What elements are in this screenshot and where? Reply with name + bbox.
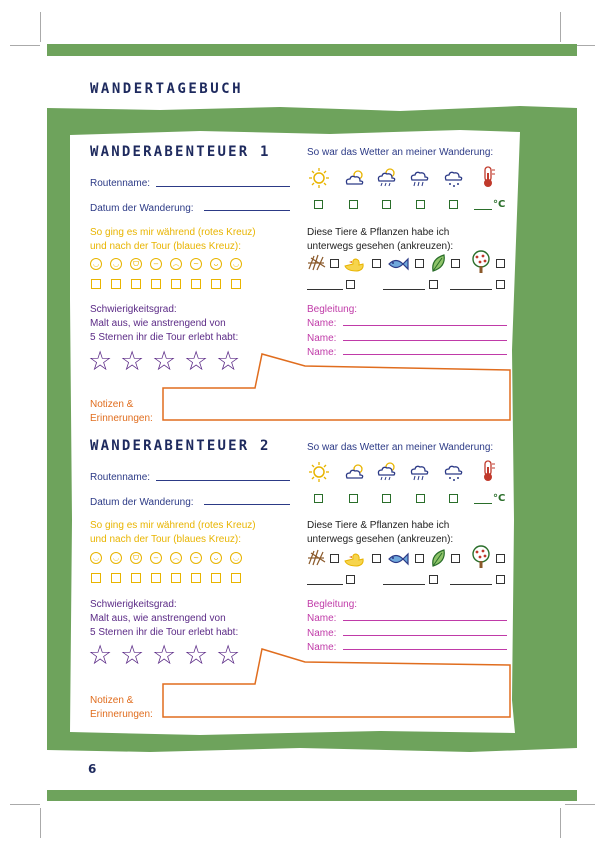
star-icon[interactable]: ☆ — [216, 640, 241, 671]
leaf-icon — [429, 548, 449, 568]
star-icon[interactable]: ☆ — [120, 640, 145, 671]
notes-label-2: Erinnerungen: — [90, 413, 153, 424]
star-icon[interactable]: ☆ — [152, 346, 177, 377]
grin-face-icon: ᗜ — [130, 258, 142, 270]
nature-checkbox[interactable] — [429, 575, 438, 584]
company-label: Begleitung: — [307, 599, 358, 610]
worried-face-icon: ~ — [190, 258, 202, 270]
route-name-label: Routenname: — [90, 472, 151, 483]
mood-text-2: und nach der Tour (blaues Kreuz): — [90, 534, 242, 545]
worried-face-icon: ~ — [190, 552, 202, 564]
tree-icon — [469, 545, 493, 569]
route-name-label: Routenname: — [90, 178, 151, 189]
company-label: Begleitung: — [307, 304, 358, 315]
animals-text-1: Diese Tiere & Pflanzen habe ich — [307, 227, 450, 238]
neutral-face-icon: − — [150, 552, 162, 564]
company-name-label: Name: — [307, 333, 337, 344]
company-name-label: Name: — [307, 642, 337, 653]
weather-label: So war das Wetter an meiner Wanderung: — [307, 147, 494, 158]
animals-text-2: unterwegs gesehen (ankreuzen): — [307, 241, 454, 252]
star-icon[interactable]: ☆ — [88, 346, 113, 377]
nature-checkbox[interactable] — [451, 554, 460, 563]
sad-face-icon: ︵ — [170, 552, 182, 564]
animals-text-2: unterwegs gesehen (ankreuzen): — [307, 534, 454, 545]
page-title: WANDERTAGEBUCH — [90, 81, 244, 97]
temperature-field[interactable] — [474, 503, 492, 504]
star-icon[interactable]: ☆ — [216, 346, 241, 377]
wink-face-icon: ◡ — [230, 258, 242, 270]
difficulty-text-2: 5 Sternen ihr die Tour erlebt habt: — [90, 332, 239, 343]
nature-checkbox[interactable] — [330, 554, 339, 563]
mood-text-1: So ging es mir während (rotes Kreuz) — [90, 227, 256, 238]
tired-face-icon: ᴗ — [210, 552, 222, 564]
weather-checkbox[interactable] — [314, 494, 323, 503]
cloud-sun-icon — [343, 461, 367, 483]
neutral-face-icon: − — [150, 258, 162, 270]
company-name-field[interactable] — [343, 635, 507, 636]
rain-cloud-icon — [408, 461, 432, 483]
section-title: WANDERABENTEUER 2 — [90, 438, 271, 454]
nature-checkbox[interactable] — [496, 575, 505, 584]
weather-label: So war das Wetter an meiner Wanderung: — [307, 442, 494, 453]
difficulty-heading: Schwierigkeitsgrad: — [90, 599, 177, 610]
nature-checkbox[interactable] — [372, 554, 381, 563]
star-icon[interactable]: ☆ — [88, 640, 113, 671]
company-name-field[interactable] — [343, 649, 507, 650]
smile-face-icon: ◡ — [110, 552, 122, 564]
difficulty-text-1: Malt aus, wie anstrengend von — [90, 318, 226, 329]
date-label: Datum der Wanderung: — [90, 203, 194, 214]
star-icon[interactable]: ☆ — [184, 346, 209, 377]
snow-cloud-icon — [442, 461, 466, 483]
difficulty-text-1: Malt aus, wie anstrengend von — [90, 613, 226, 624]
temperature-unit: °C — [493, 493, 506, 504]
page-number: 6 — [88, 762, 97, 776]
thermometer-icon — [476, 460, 500, 482]
notes-label-1: Notizen & — [90, 695, 134, 706]
difficulty-text-2: 5 Sternen ihr die Tour erlebt habt: — [90, 627, 239, 638]
company-name-field[interactable] — [343, 620, 507, 621]
weather-checkbox[interactable] — [449, 494, 458, 503]
notes-label-1: Notizen & — [90, 399, 134, 410]
sun-icon — [307, 461, 331, 483]
grin-face-icon: ᗜ — [130, 552, 142, 564]
company-name-label: Name: — [307, 347, 337, 358]
weather-checkbox[interactable] — [416, 494, 425, 503]
sad-face-icon: ︵ — [170, 258, 182, 270]
extra-nature-field[interactable] — [307, 584, 343, 585]
company-name-label: Name: — [307, 318, 337, 329]
wink-face-icon: ◡ — [230, 552, 242, 564]
company-name-label: Name: — [307, 628, 337, 639]
happy-face-icon: ◡ — [90, 552, 102, 564]
nature-checkbox[interactable] — [415, 554, 424, 563]
duck-icon — [343, 550, 367, 568]
fish-icon — [386, 551, 410, 567]
nature-checkbox[interactable] — [496, 554, 505, 563]
extra-nature-field[interactable] — [383, 584, 425, 585]
star-icon[interactable]: ☆ — [184, 640, 209, 671]
section-title: WANDERABENTEUER 1 — [90, 144, 271, 160]
date-label: Datum der Wanderung: — [90, 497, 194, 508]
notes-label-2: Erinnerungen: — [90, 709, 153, 720]
animals-text-1: Diese Tiere & Pflanzen habe ich — [307, 520, 450, 531]
weather-checkbox[interactable] — [382, 494, 391, 503]
sun-rain-icon — [375, 461, 399, 483]
smile-face-icon: ◡ — [110, 258, 122, 270]
mood-text-1: So ging es mir während (rotes Kreuz) — [90, 520, 256, 531]
happy-face-icon: ◡ — [90, 258, 102, 270]
company-name-label: Name: — [307, 613, 337, 624]
hedgehog-icon — [306, 548, 328, 568]
mood-text-2: und nach der Tour (blaues Kreuz): — [90, 241, 242, 252]
star-icon[interactable]: ☆ — [152, 640, 177, 671]
nature-checkbox[interactable] — [346, 575, 355, 584]
extra-nature-field[interactable] — [450, 584, 492, 585]
weather-checkbox[interactable] — [349, 494, 358, 503]
difficulty-heading: Schwierigkeitsgrad: — [90, 304, 177, 315]
temperature-unit: °C — [493, 199, 506, 210]
star-icon[interactable]: ☆ — [120, 346, 145, 377]
tired-face-icon: ᴗ — [210, 258, 222, 270]
